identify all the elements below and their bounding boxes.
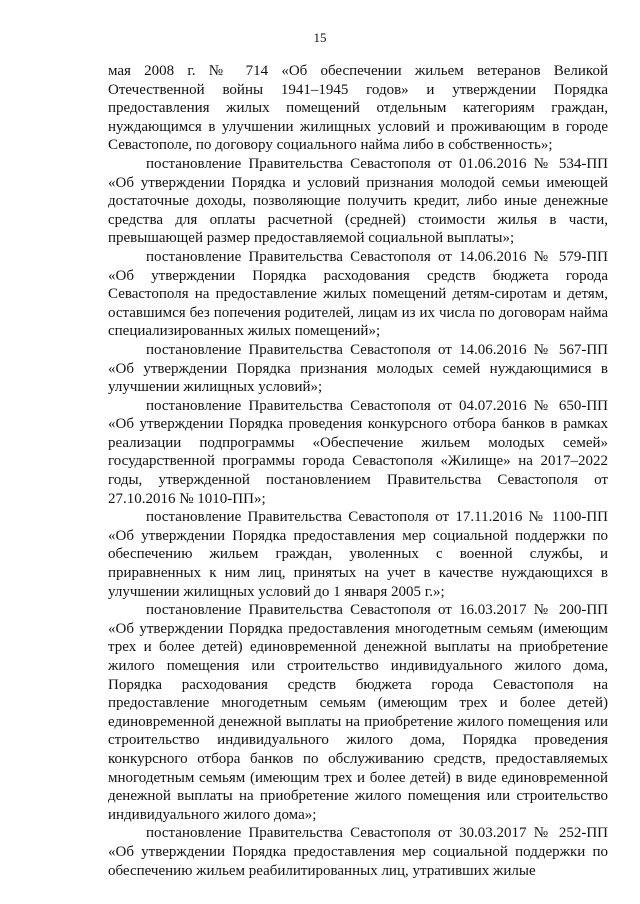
paragraph-resolution-579: постановление Правительства Севастополя от 14.06.2016 № 579-ПП «Об утверждении Порядка расходования средств бюджета города Севастополя на предоставление жилых помещений детям-сиротам и детям, оставшимся без попечения родителей, лицам из их числа по договорам найма специализированных жилых помещений»;	[108, 248, 608, 340]
paragraph-resolution-567: постановление Правительства Севастополя от 14.06.2016 № 567-ПП «Об утверждении Порядка признания молодых семей нуждающимися в улучшении жилищных условий»;	[108, 341, 608, 396]
page-number: 15	[313, 30, 327, 45]
paragraph-continuation: мая 2008 г. № 714 «Об обеспечении жильем ветеранов Великой Отечественной войны 1941–1945 годов» и утверждении Порядка предоставления жилых помещений отдельным категориям граждан, нуждающимся в улучшении жилищных условий и проживающим в городе Севастополе, по договору социального найма либо в собственность»;	[108, 63, 608, 154]
paragraph-resolution-650: постановление Правительства Севастополя от 04.07.2016 № 650-ПП «Об утверждении Порядка проведения конкурсного отбора банков в рамках реализации подпрограммы «Обеспечение жильем молодых семей» государственной программы города Севастополя «Жилище» на 2017–2022 годы, утвержденной постановлением Правительства Севастополя от 27.10.2016 № 1010-ПП»;	[108, 397, 608, 507]
paragraph-resolution-252: постановление Правительства Севастополя от 30.03.2017 № 252-ПП «Об утверждении Порядка предоставления мер социальной поддержки по обеспечению жильем реабилитированных лиц, утративших жилые	[108, 825, 608, 879]
paragraph-resolution-1100: постановление Правительства Севастополя от 17.11.2016 № 1100-ПП «Об утверждении Порядка предоставления мер социальной поддержки по обеспечению жильем граждан, уволенных с военной службы, и приравненных к ним лиц, принятых на учет в качестве нуждающихся в улучшении жилищных условий до 1 января 2005 г.»;	[108, 509, 608, 600]
paragraph-resolution-200: постановление Правительства Севастополя от 16.03.2017 № 200-ПП «Об утверждении Порядка предоставления многодетным семьям (имеющим трех и более детей) единовременной денежной выплаты на приобретение жилого помещения или строительство индивидуального жилого дома, Порядка расходования средств бюджета города Севастополя на предоставление многодетным семьям (имеющим трех и более детей) единовременной денежной выплаты на приобретение жилого помещения или строительство индивидуального жилого дома, Порядка проведения конкурсного отбора банков по обслуживанию средств, предоставляемых многодетным семьям (имеющим трех и более детей) в виде единовременной денежной выплаты на приобретение жилого помещения или строительство индивидуального жилого дома»;	[108, 602, 608, 823]
document-body	[108, 62, 608, 880]
paragraph-resolution-534: постановление Правительства Севастополя от 01.06.2016 № 534-ПП «Об утверждении Порядка и условий признания молодой семьи имеющей достаточные доходы, позволяющие получить кредит, либо иные денежные средства для оплаты расчетной (средней) стоимости жилья в части, превышающей размер предоставляемой социальной выплаты»;	[108, 155, 608, 247]
